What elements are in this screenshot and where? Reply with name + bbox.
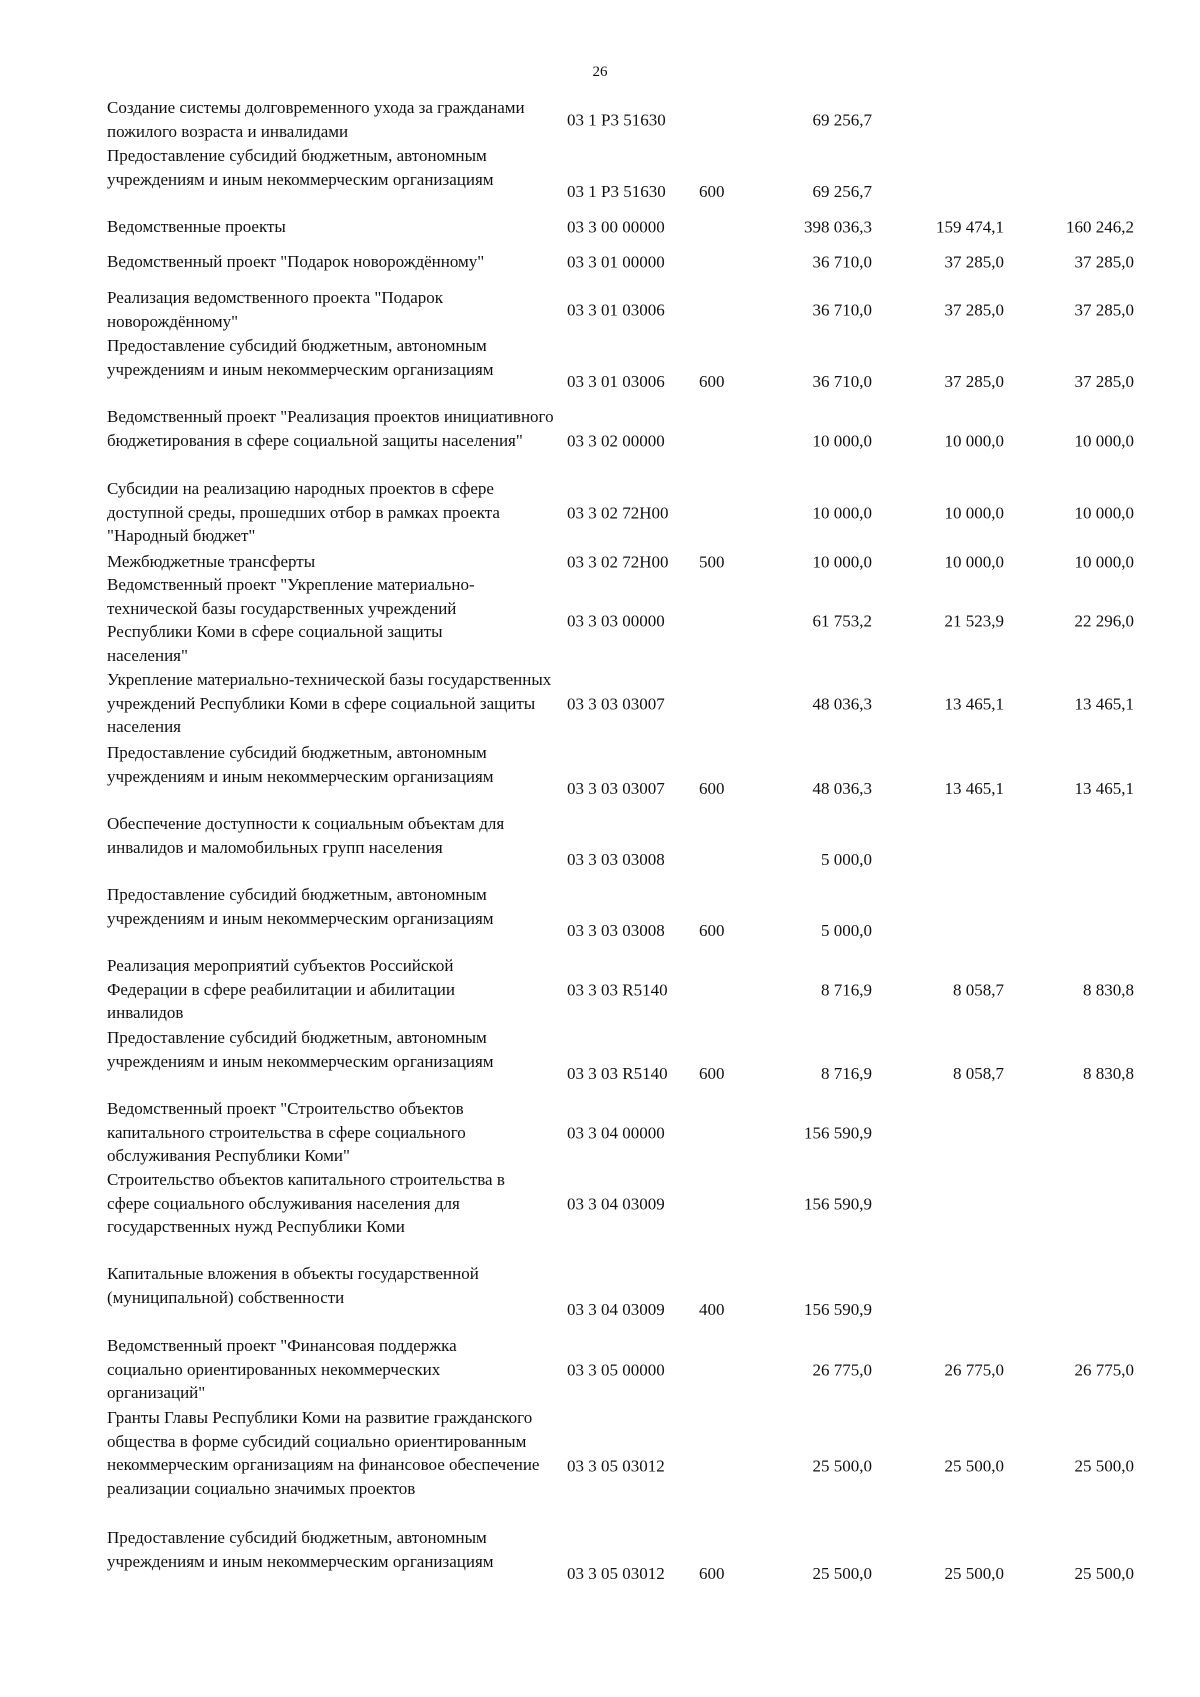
table-row	[0, 286, 1200, 333]
table-row	[0, 1097, 1200, 1168]
row-value-2: 8 058,7	[953, 979, 1004, 999]
row-name: Ведомственный проект "Подарок новорождённому"	[107, 252, 485, 271]
table-row	[0, 1406, 1200, 1525]
row-vr: 600	[699, 1064, 725, 1083]
row-name: Реализация мероприятий субъектов Российской Федерации в сфере реабилитации и абилитации инвалидов	[107, 956, 455, 1022]
table-row	[0, 883, 1200, 943]
row-value-3: 10 000,0	[1074, 430, 1134, 450]
row-value-1: 61 753,2	[812, 610, 872, 630]
row-value-1: 156 590,9	[804, 1194, 872, 1214]
row-value-1: 36 710,0	[812, 372, 872, 391]
row-value-3: 10 000,0	[1074, 552, 1134, 572]
table-row	[0, 573, 1200, 668]
row-value-3: 22 296,0	[1074, 610, 1134, 630]
row-value-2: 13 465,1	[944, 694, 1004, 714]
row-value-3: 8 830,8	[1083, 1064, 1134, 1083]
row-value-2: 25 500,0	[944, 1455, 1004, 1475]
row-code: 03 3 00 00000	[567, 217, 665, 237]
row-value-1: 8 716,9	[821, 979, 872, 999]
row-value-2: 159 474,1	[936, 217, 1004, 237]
row-code: 03 3 05 03012	[567, 1455, 665, 1475]
row-name: Укрепление материально-технической базы государственных учреждений Республики Коми в сфере социальной защиты населения	[107, 670, 552, 736]
row-value-3: 37 285,0	[1074, 252, 1134, 272]
row-code: 03 3 05 03012	[567, 1564, 665, 1583]
table-row	[0, 477, 1200, 548]
row-value-3: 10 000,0	[1074, 502, 1134, 522]
table-row	[0, 144, 1200, 204]
row-code: 03 3 03 00000	[567, 610, 665, 630]
row-name: Ведомственный проект "Финансовая поддержка социально ориентированных некоммерческих организаций"	[107, 1336, 457, 1402]
row-name: Предоставление субсидий бюджетным, автономным учреждениям и иным некоммерческим организациям	[107, 885, 494, 928]
row-code: 03 3 03 03008	[567, 850, 665, 869]
row-name: Ведомственный проект "Реализация проектов инициативного бюджетирования в сфере социальной защиты населения"	[107, 407, 554, 450]
row-value-1: 48 036,3	[812, 694, 872, 714]
row-name: Создание системы долговременного ухода за гражданами пожилого возраста и инвалидами	[107, 98, 525, 141]
row-name: Реализация ведомственного проекта "Подарок новорождённому"	[107, 288, 444, 331]
row-value-1: 10 000,0	[812, 430, 872, 450]
row-vr: 400	[699, 1300, 725, 1319]
row-value-1: 156 590,9	[804, 1122, 872, 1142]
row-value-2: 26 775,0	[944, 1359, 1004, 1379]
row-value-3: 8 830,8	[1083, 979, 1134, 999]
row-vr: 600	[699, 921, 725, 940]
row-vr: 600	[699, 182, 725, 201]
row-value-1: 48 036,3	[812, 779, 872, 798]
table-row	[0, 550, 1200, 574]
table-row	[0, 215, 1200, 239]
row-vr: 600	[699, 372, 725, 391]
row-code: 03 3 01 03006	[567, 372, 665, 391]
row-value-1: 8 716,9	[821, 1064, 872, 1083]
row-code: 03 1 P3 51630	[567, 182, 666, 201]
table-row	[0, 250, 1200, 274]
row-value-1: 5 000,0	[821, 850, 872, 869]
row-value-2: 25 500,0	[944, 1564, 1004, 1583]
row-code: 03 3 04 00000	[567, 1122, 665, 1142]
row-code: 03 1 P3 51630	[567, 109, 666, 129]
table-row	[0, 334, 1200, 394]
row-name: Предоставление субсидий бюджетным, автономным учреждениям и иным некоммерческим организациям	[107, 1528, 494, 1571]
row-value-3: 37 285,0	[1074, 299, 1134, 319]
row-name: Межбюджетные трансферты	[107, 552, 316, 571]
row-value-1: 36 710,0	[812, 252, 872, 272]
row-code: 03 3 05 00000	[567, 1359, 665, 1379]
row-code: 03 3 01 00000	[567, 252, 665, 272]
row-code: 03 3 03 03008	[567, 921, 665, 940]
row-name: Капитальные вложения в объекты государственной (муниципальной) собственности	[107, 1264, 479, 1307]
row-value-2: 37 285,0	[944, 252, 1004, 272]
table-row	[0, 812, 1200, 872]
table-row	[0, 954, 1200, 1025]
row-value-2: 37 285,0	[944, 299, 1004, 319]
row-name: Предоставление субсидий бюджетным, автономным учреждениям и иным некоммерческим организациям	[107, 336, 494, 379]
row-value-3: 13 465,1	[1074, 779, 1134, 798]
row-code: 03 3 03 R5140	[567, 979, 668, 999]
row-code: 03 3 02 72Н00	[567, 552, 669, 572]
row-value-1: 398 036,3	[804, 217, 872, 237]
row-value-1: 10 000,0	[812, 552, 872, 572]
row-name: Гранты Главы Республики Коми на развитие гражданского общества в форме субсидий социально ориентированным некоммерческим организациям на финансовое обеспечение реализации социально значимых проектов	[107, 1408, 540, 1498]
page-number: 26	[592, 64, 608, 80]
row-name: Ведомственные проекты	[107, 217, 286, 236]
row-vr: 500	[699, 552, 725, 572]
row-value-3: 37 285,0	[1074, 372, 1134, 391]
row-code: 03 3 04 03009	[567, 1194, 665, 1214]
table-row	[0, 405, 1200, 476]
row-value-1: 25 500,0	[812, 1455, 872, 1475]
table-row	[0, 668, 1200, 740]
row-value-1: 36 710,0	[812, 299, 872, 319]
row-code: 03 3 03 R5140	[567, 1064, 668, 1083]
row-vr: 600	[699, 779, 725, 798]
row-value-3: 25 500,0	[1074, 1564, 1134, 1583]
row-code: 03 3 03 03007	[567, 694, 665, 714]
row-code: 03 3 04 03009	[567, 1300, 665, 1319]
row-name: Строительство объектов капитального строительства в сфере социального обслуживания населения для государственных нужд Республики Коми	[107, 1170, 505, 1236]
row-value-1: 5 000,0	[821, 921, 872, 940]
row-value-1: 156 590,9	[804, 1300, 872, 1319]
row-code: 03 3 01 03006	[567, 299, 665, 319]
row-name: Предоставление субсидий бюджетным, автономным учреждениям и иным некоммерческим организациям	[107, 146, 494, 189]
row-value-2: 10 000,0	[944, 552, 1004, 572]
row-value-1: 10 000,0	[812, 502, 872, 522]
row-name: Субсидии на реализацию народных проектов в сфере доступной среды, прошедших отбор в рамках проекта "Народный бюджет"	[107, 479, 500, 545]
row-value-2: 8 058,7	[953, 1064, 1004, 1083]
table-row	[0, 1334, 1200, 1405]
row-value-3: 25 500,0	[1074, 1455, 1134, 1475]
row-vr: 600	[699, 1564, 725, 1583]
row-value-2: 37 285,0	[944, 372, 1004, 391]
table-row	[0, 1526, 1200, 1586]
row-name: Ведомственный проект "Укрепление материально-технической базы государственных учреждений Республики Коми в сфере социальной защиты населения"	[107, 575, 475, 665]
table-row	[0, 1168, 1200, 1240]
row-value-1: 26 775,0	[812, 1359, 872, 1379]
row-code: 03 3 02 72Н00	[567, 502, 669, 522]
row-name: Ведомственный проект "Строительство объектов капитального строительства в сфере социального обслуживания Республики Коми"	[107, 1099, 466, 1165]
row-value-1: 69 256,7	[812, 182, 872, 201]
row-code: 03 3 02 00000	[567, 430, 665, 450]
row-value-1: 69 256,7	[812, 109, 872, 129]
table-row	[0, 1026, 1200, 1086]
row-value-3: 26 775,0	[1074, 1359, 1134, 1379]
table-row	[0, 1262, 1200, 1322]
row-name: Обеспечение доступности к социальным объектам для инвалидов и маломобильных групп населения	[107, 814, 505, 857]
row-code: 03 3 03 03007	[567, 779, 665, 798]
row-name: Предоставление субсидий бюджетным, автономным учреждениям и иным некоммерческим организациям	[107, 1028, 494, 1071]
row-value-2: 21 523,9	[944, 610, 1004, 630]
row-name: Предоставление субсидий бюджетным, автономным учреждениям и иным некоммерческим организациям	[107, 743, 494, 786]
table-row	[0, 96, 1200, 143]
row-value-1: 25 500,0	[812, 1564, 872, 1583]
row-value-2: 10 000,0	[944, 502, 1004, 522]
row-value-2: 10 000,0	[944, 430, 1004, 450]
row-value-2: 13 465,1	[944, 779, 1004, 798]
row-value-3: 13 465,1	[1074, 694, 1134, 714]
table-row	[0, 741, 1200, 801]
row-value-3: 160 246,2	[1066, 217, 1134, 237]
